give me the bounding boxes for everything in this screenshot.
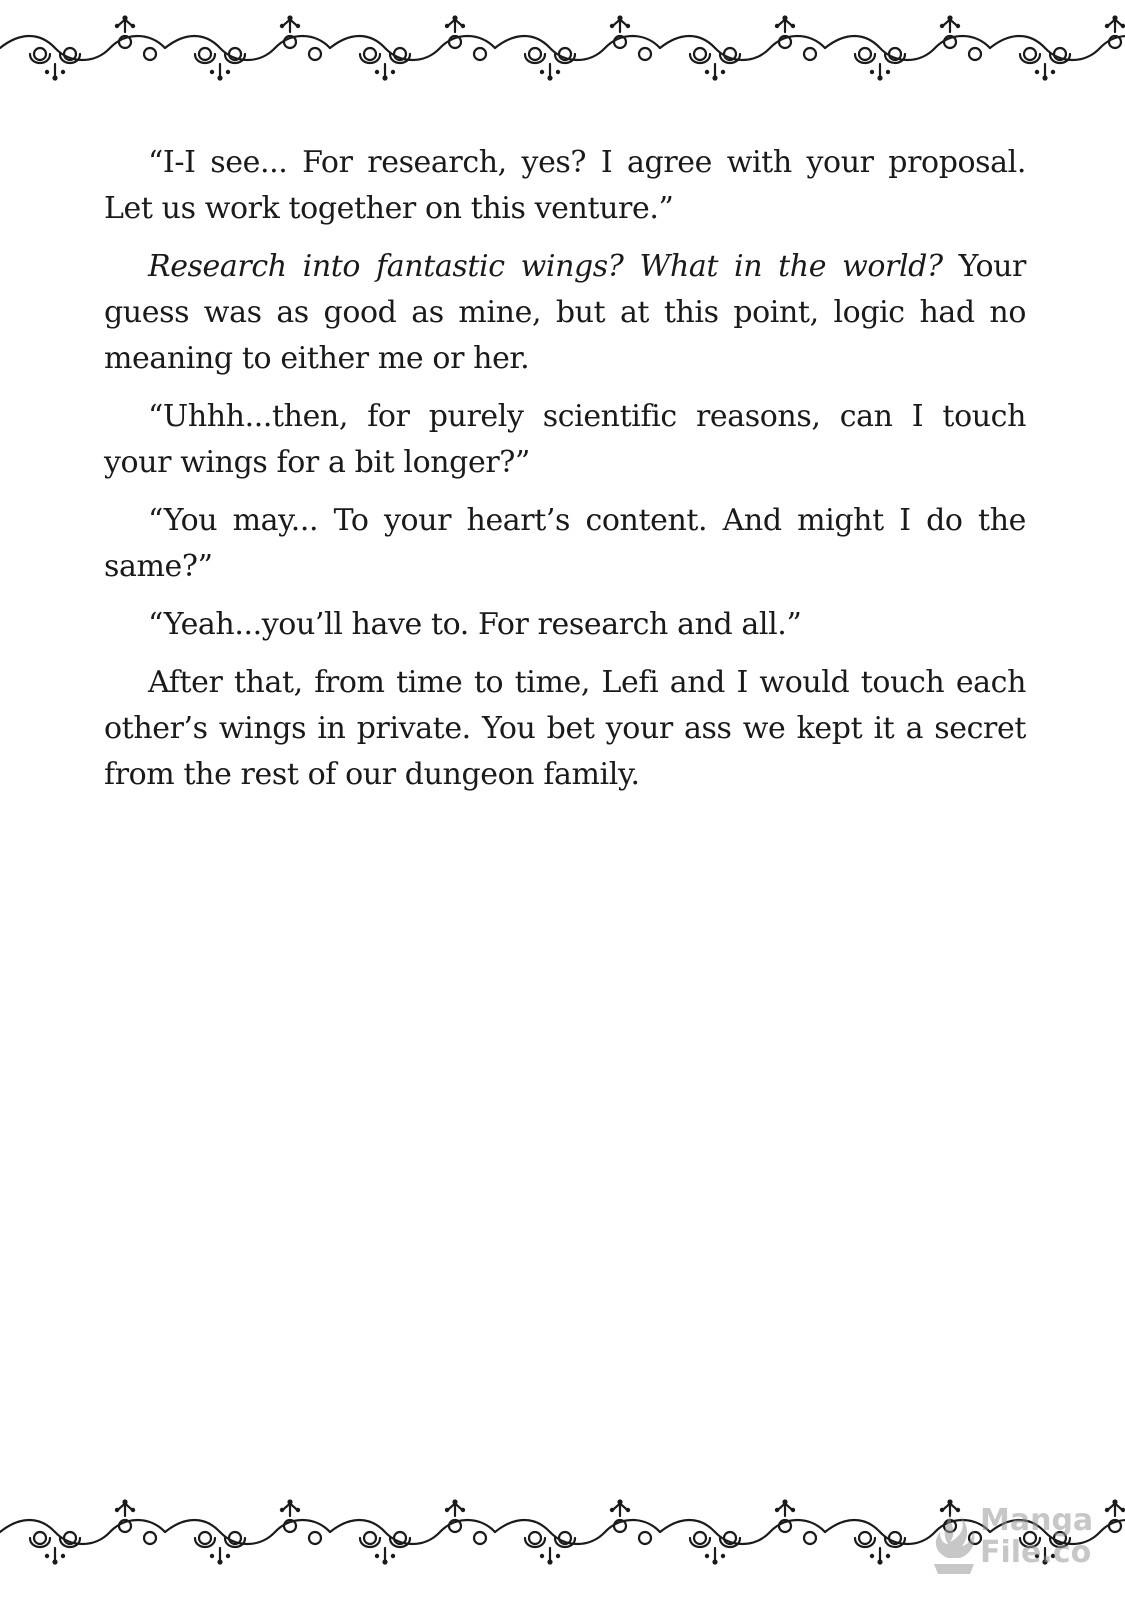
chapter-text	[104, 140, 1026, 810]
paragraph-6: After that, from time to time, Lefi and I would touch each other’s wings in private. You bet your ass we kept it a secret from the rest of our dungeon family.	[104, 665, 1026, 792]
paragraph-3: “Uhhh...then, for purely scientific reasons, can I touch your wings for a bit longer?”	[104, 399, 1026, 480]
watermark-line-2: File.co	[980, 1535, 1092, 1570]
paragraph-2-text: Your guess was as good as mine, but at this point, logic had no meaning to either me or her.	[104, 249, 1026, 376]
top-ornamental-border	[0, 14, 1125, 84]
paragraph-5: “Yeah...you’ll have to. For research and all.”	[148, 607, 802, 642]
paragraph-1: “I-I see... For research, yes? I agree with your proposal. Let us work together on this venture.”	[104, 145, 1026, 226]
flame-logo-icon	[930, 1502, 978, 1578]
paragraph-2	[104, 244, 1026, 382]
watermark-line-1: Manga	[980, 1503, 1094, 1538]
filigree-border-icon	[0, 14, 1125, 84]
paragraph-2-italic-thought: Research into fantastic wings? What in the world?	[148, 249, 943, 284]
paragraph-4: “You may... To your heart’s content. And might I do the same?”	[104, 503, 1026, 584]
mangafile-watermark	[930, 1502, 1100, 1582]
